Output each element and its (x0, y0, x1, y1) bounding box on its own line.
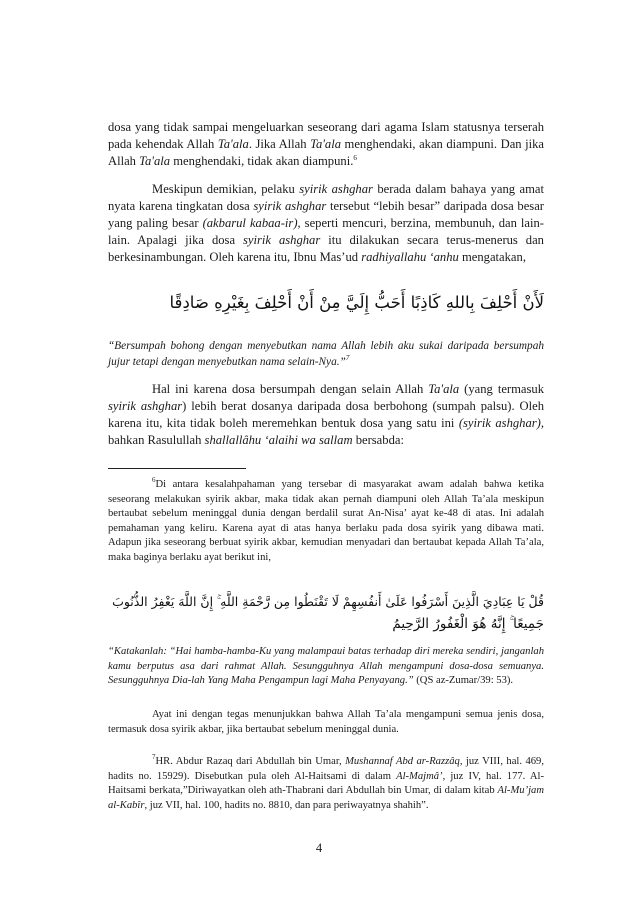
quote-translation: “Bersumpah bohong dengan menyebutkan nama Allah lebih aku sukai daripada bersumpah jujur tetapi dengan menyebutkan nama selain-Nya.”$^7$ (108, 340, 544, 368)
footnote-6: $^6$Di antara kesalahpahaman yang tersebar di masyarakat awam adalah bahwa ketika seseorang melakukan syirik akbar, maka tidak akan pernah diampuni oleh Allah Ta’ala meskipun bertaubat sebelum meninggal dunia dengan berdalil surat An-Nisa’ ayat ke-48 di atas. Ini adalah pemahaman yang keliru. Karena ayat di atas hanya berlaku pada dosa syirik yang dibawa mati. Adapun jika seseorang berbuat syirik akbar, kemudian menyadari dan bertaubat kepada Allah Ta’ala, maka baginya berlaku ayat berikut ini, (108, 476, 544, 563)
paragraph-syirik-ashghar: Meskipun demikian, pelaku syirik ashghar berada dalam bahaya yang amat nyata karena tingkatan dosa syirik ashghar tersebut “lebih besar” daripada dosa besar yang paling besar (akbarul kabaa-ir), seperti mencuri, berzina, membunuh, dan lain-lain. Apalagi jika dosa syirik ashghar itu dilakukan secara terus-menerus dan berkesinambungan. Oleh karena itu, Ibnu Mas’ud radhiyallahu ‘anhu mengatakan, (108, 182, 545, 264)
footnote-7: $^7$HR. Abdur Razaq dari Abdullah bin Umar, Mushannaf Abd ar-Razzâq, juz VIII, hal. 469, hadits no. 15929). Disebutkan pula oleh Al-Haitsami di dalam Al-Majmâ’, juz IV, hal. 177. Al-Haitsami berkata,”Diriwayatkan oleh ath-Thabrani dari Abdullah bin Umar, di dalam kitab Al-Mu’jam al-Kabîr, juz VII, hal. 100, hadits no. 8810, dan para periwayatnya shahih”. (108, 753, 544, 811)
footnote-6-arabic-line-2: جَمِيعًا ۚ إِنَّهُ هُوَ الْغَفُورُ الرَّحِيمُ (392, 616, 544, 632)
footnote-6-arabic-line-1: قُلْ يَا عِبَادِيَ الَّذِينَ أَسْرَفُوا عَلَىٰ أَنفُسِهِمْ لَا تَقْنَطُوا مِن رَّحْمَةِ اللَّهِ ۚ إِنَّ اللَّهَ يَغْفِرُ الذُّنُوبَ (112, 594, 544, 609)
footnote-ref-7[interactable]: 7 (345, 354, 350, 362)
footnote-6-conclusion: Ayat ini dengan tegas menunjukkan bahwa Allah Ta’ala mengampuni semua jenis dosa, termasuk dosa syirik akbar, jika bertaubat sebelum meninggal dunia. (108, 709, 544, 735)
page-number: 4 (315, 841, 323, 855)
paragraph-sumpah: Hal ini karena dosa bersumpah dengan selain Allah Ta'ala (yang termasuk syirik ashghar) lebih berat dosanya daripada dosa berbohong (sumpah palsu). Oleh karena itu, kita tidak boleh meremehkan bentuk dosa yang satu ini (syirik ashghar), bahkan Rasulullah shallallâhu ‘alaihi wa sallam bersabda: (108, 382, 545, 447)
footnote-6-number: 6 (152, 476, 156, 484)
footnote-7-number: 7 (152, 753, 156, 761)
footnote-ref-6[interactable]: 6 (353, 154, 357, 162)
arabic-quote: لَأَنْ أَحْلِفَ بِاللهِ كَاذِبًا أَحَبُّ إِلَيَّ مِنْ أَنْ أَحْلِفَ بِغَيْرِهِ صَادِقًا (169, 293, 544, 312)
footnote-separator (108, 468, 246, 469)
paragraph-continuation: dosa yang tidak sampai mengeluarkan seseorang dari agama Islam statusnya terserah pada kehendak Allah Ta'ala. Jika Allah Ta'ala menghendaki, akan diampuni. Dan jika Allah Ta'ala menghendaki, tidak akan diampuni.$^6$ (108, 120, 544, 168)
footnote-6-translation: “Katakanlah: “Hai hamba-hamba-Ku yang malampaui batas terhadap diri mereka sendiri, janganlah kamu berputus asa dari rahmat Allah. Sesungguhnya Allah mengampuni dosa-dosa semuanya. Sesungguhnya Dia-lah Yang Maha Pengampun lagi Maha Penyayang.” (QS az-Zumar/39: 53). (108, 646, 544, 686)
